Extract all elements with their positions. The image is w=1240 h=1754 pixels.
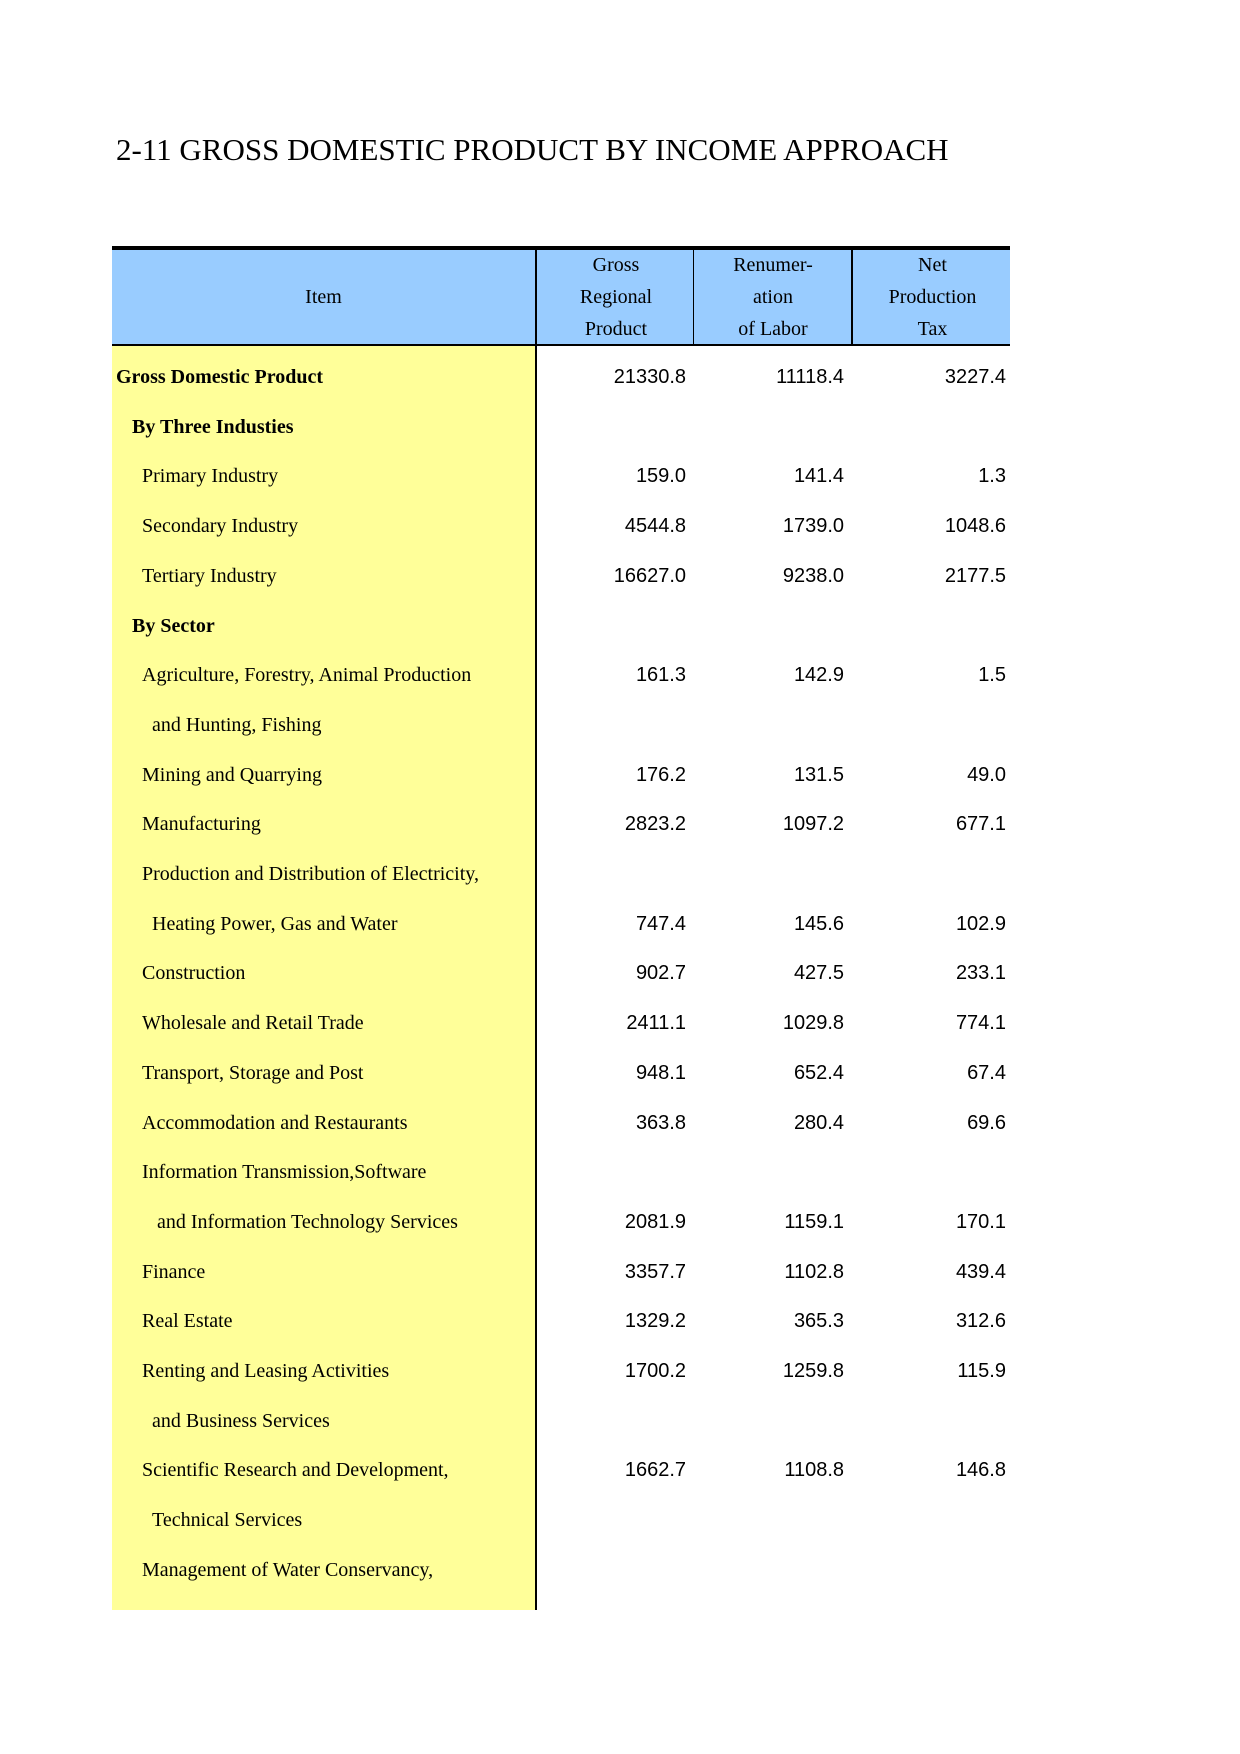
net-production-tax-value: 49.0 (967, 764, 1006, 786)
net-production-tax-value: 677.1 (955, 813, 1006, 835)
table-row (112, 1098, 1010, 1148)
net-production-tax-value: 1.3 (978, 465, 1006, 487)
column-header-line: of Labor (738, 318, 808, 340)
renumeration-of-labor-value: 1102.8 (784, 1261, 844, 1283)
gross-regional-product-value: 1329.2 (624, 1310, 686, 1332)
gross-regional-product-value: 176.2 (635, 764, 686, 786)
net-production-tax-value (853, 1147, 1006, 1197)
gross-regional-product-value: 747.4 (635, 913, 686, 935)
net-production-tax-value: 233.1 (955, 962, 1006, 984)
column-header-line: Product (584, 318, 648, 340)
renumeration-of-labor-value: 652.4 (793, 1062, 844, 1084)
gross-regional-product-value: 902.7 (635, 962, 686, 984)
gross-regional-product-value (537, 1147, 686, 1197)
gross-regional-product-value: 4544.8 (624, 515, 686, 537)
table-row (112, 501, 1010, 551)
row-label: By Three Industies (132, 416, 294, 438)
renumeration-of-labor-value (694, 1545, 844, 1595)
row-label: Renting and Leasing Activities (142, 1360, 390, 1382)
renumeration-of-labor-value: 1108.8 (784, 1459, 844, 1481)
column-header-net-production-tax (851, 250, 1012, 344)
column-header-line: Net (918, 254, 947, 276)
renumeration-of-labor-value: 141.4 (793, 465, 844, 487)
gross-regional-product-value (537, 1495, 686, 1545)
table-row (112, 750, 1010, 800)
renumeration-of-labor-value: 1159.1 (784, 1211, 844, 1233)
renumeration-of-labor-value (694, 1495, 844, 1545)
row-label: Primary Industry (142, 465, 279, 487)
net-production-tax-value: 1048.6 (944, 515, 1006, 537)
gross-regional-product-value: 21330.8 (613, 366, 686, 388)
net-production-tax-value: 69.6 (967, 1112, 1006, 1134)
net-production-tax-value: 2177.5 (944, 565, 1006, 587)
net-production-tax-value: 439.4 (955, 1261, 1006, 1283)
net-production-tax-value: 102.9 (955, 913, 1006, 935)
net-production-tax-value: 312.6 (955, 1310, 1006, 1332)
table-row (112, 1048, 1010, 1098)
gross-regional-product-value: 2411.1 (626, 1012, 686, 1034)
column-header-line: Tax (917, 318, 948, 340)
gross-regional-product-value: 1662.7 (624, 1459, 686, 1481)
gross-regional-product-value: 1700.2 (624, 1360, 686, 1382)
row-label: Manufacturing (142, 813, 261, 835)
table-row (112, 451, 1010, 501)
row-label: By Sector (132, 615, 215, 637)
net-production-tax-value: 67.4 (967, 1062, 1006, 1084)
table-row (112, 998, 1010, 1048)
column-header-line: Renumer- (733, 254, 813, 276)
renumeration-of-labor-value: 142.9 (793, 664, 844, 686)
row-label: Finance (142, 1261, 206, 1283)
gross-regional-product-value (537, 402, 686, 452)
renumeration-of-labor-value (694, 849, 844, 899)
table-row (112, 1197, 1010, 1247)
gross-regional-product-value: 2081.9 (624, 1211, 686, 1233)
row-label: Agriculture, Forestry, Animal Production (142, 664, 472, 686)
row-label: Tertiary Industry (142, 565, 277, 587)
table-row (112, 849, 1010, 899)
column-header-item (112, 250, 535, 344)
gross-regional-product-value (537, 700, 686, 750)
net-production-tax-value: 146.8 (955, 1459, 1006, 1481)
row-label: and Business Services (152, 1410, 330, 1432)
net-production-tax-value: 170.1 (955, 1211, 1006, 1233)
gross-regional-product-value: 948.1 (635, 1062, 686, 1084)
table-row (112, 1296, 1010, 1346)
renumeration-of-labor-value: 131.5 (793, 764, 844, 786)
net-production-tax-value (853, 1495, 1006, 1545)
renumeration-of-labor-value (694, 402, 844, 452)
net-production-tax-value: 774.1 (955, 1012, 1006, 1034)
row-label: Construction (142, 962, 246, 984)
net-production-tax-value: 3227.4 (944, 366, 1006, 388)
column-header-line: Gross (592, 254, 640, 276)
row-label: Management of Water Conservancy, (142, 1559, 434, 1581)
table-row (112, 799, 1010, 849)
column-header-gross-regional-product (535, 250, 695, 344)
renumeration-of-labor-value: 365.3 (793, 1310, 844, 1332)
renumeration-of-labor-value: 1029.8 (782, 1012, 844, 1034)
row-label: Technical Services (152, 1509, 303, 1531)
net-production-tax-value: 1.5 (978, 664, 1006, 686)
table-row (112, 402, 1010, 452)
gross-regional-product-value (537, 1396, 686, 1446)
gross-regional-product-value: 16627.0 (613, 565, 686, 587)
row-label: Production and Distribution of Electricity, (142, 863, 479, 885)
gross-regional-product-value (537, 849, 686, 899)
row-label: Mining and Quarrying (142, 764, 322, 786)
row-label: Transport, Storage and Post (142, 1062, 364, 1084)
net-production-tax-value (853, 700, 1006, 750)
table-row (112, 700, 1010, 750)
net-production-tax-value: 115.9 (957, 1360, 1006, 1382)
column-header-line: Regional (579, 286, 653, 308)
table-row (112, 1247, 1010, 1297)
net-production-tax-value (853, 402, 1006, 452)
table-row (112, 1396, 1010, 1446)
renumeration-of-labor-value: 9238.0 (782, 565, 844, 587)
row-label: and Hunting, Fishing (152, 714, 322, 736)
row-label: Accommodation and Restaurants (142, 1112, 408, 1134)
table-row (112, 1495, 1010, 1545)
net-production-tax-value (853, 849, 1006, 899)
page-title: 2-11 GROSS DOMESTIC PRODUCT BY INCOME APPROACH (116, 132, 949, 167)
table-row (112, 1346, 1010, 1396)
row-label: Real Estate (142, 1310, 233, 1332)
table-body (112, 346, 1010, 1610)
gross-regional-product-value: 161.3 (635, 664, 686, 686)
table-row (112, 899, 1010, 949)
gross-regional-product-value (537, 1545, 686, 1595)
renumeration-of-labor-value: 1739.0 (782, 515, 844, 537)
row-label: Heating Power, Gas and Water (152, 913, 398, 935)
renumeration-of-labor-value (694, 700, 844, 750)
renumeration-of-labor-value: 427.5 (793, 962, 844, 984)
net-production-tax-value (853, 1396, 1006, 1446)
gross-regional-product-value: 363.8 (635, 1112, 686, 1134)
table-row (112, 650, 1010, 700)
table-row (112, 1147, 1010, 1197)
table-row (112, 948, 1010, 998)
table-row (112, 1545, 1010, 1595)
renumeration-of-labor-value: 11118.4 (776, 366, 844, 388)
row-label: Information Transmission,Software (142, 1161, 427, 1183)
renumeration-of-labor-value: 145.6 (793, 913, 844, 935)
renumeration-of-labor-value: 1097.2 (782, 813, 844, 835)
renumeration-of-labor-value: 1259.8 (782, 1360, 844, 1382)
row-label: Scientific Research and Development, (142, 1459, 449, 1481)
renumeration-of-labor-value (694, 1396, 844, 1446)
column-header-renumeration-of-labor (693, 250, 852, 344)
renumeration-of-labor-value: 280.4 (793, 1112, 844, 1134)
row-label: and Information Technology Services (157, 1211, 458, 1233)
table-row (112, 601, 1010, 651)
table-row (112, 352, 1010, 402)
row-label: Wholesale and Retail Trade (142, 1012, 364, 1034)
column-header-line: ation (752, 286, 793, 308)
gross-regional-product-value: 159.0 (635, 465, 686, 487)
gross-regional-product-value: 2823.2 (624, 813, 686, 835)
gross-regional-product-value: 3357.7 (624, 1261, 686, 1283)
column-header-line: Item (305, 286, 342, 308)
gross-regional-product-value (537, 601, 686, 651)
table-header (112, 250, 1010, 346)
column-header-line: Production (888, 286, 977, 308)
net-production-tax-value (853, 1545, 1006, 1595)
row-label: Secondary Industry (142, 515, 299, 537)
renumeration-of-labor-value (694, 1147, 844, 1197)
row-label: Gross Domestic Product (116, 366, 324, 388)
table-row (112, 551, 1010, 601)
table-row (112, 1445, 1010, 1495)
renumeration-of-labor-value (694, 601, 844, 651)
net-production-tax-value (853, 601, 1006, 651)
